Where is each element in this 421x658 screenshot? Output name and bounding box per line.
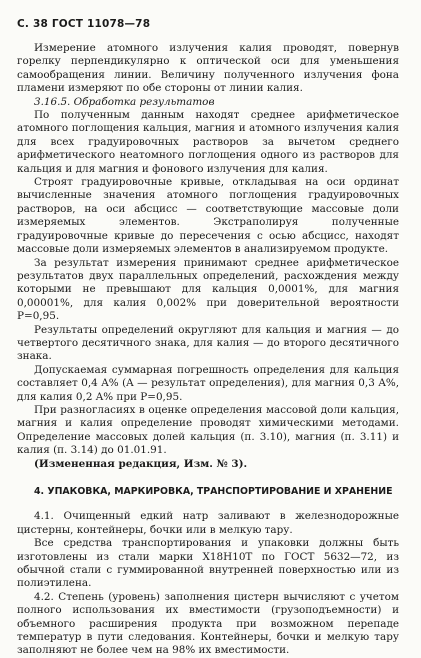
amendment-note: (Измененная редакция, Изм. № 3). bbox=[34, 457, 248, 470]
paragraph: Измерение атомного излучения калия проводят, повернув горелку перпендикулярно к оптической оси для уменьшения самообращения линии. Величину полученного излучения фона пламени измеряют по обе стороны от линии калия. bbox=[17, 42, 399, 95]
document-body bbox=[17, 42, 399, 658]
paragraph: По полученным данным находят среднее арифметическое атомного поглощения кальция, магния и атомного излучения калия для всех градуировочных растворов за вычетом среднего арифметического неатомного поглощения одного из растворов для кальция и для магния и фонового излучения для калия. bbox=[17, 109, 399, 175]
section-heading: 4. УПАКОВКА, МАРКИРОВКА, ТРАНСПОРТИРОВАНИЕ И ХРАНЕНИЕ bbox=[34, 486, 393, 497]
paragraph: 4.1. Очищенный едкий натр заливают в железнодорожные цистерны, контейнеры, бочки или в мелкую тару. bbox=[17, 510, 399, 536]
page-header: С. 38 ГОСТ 11078—78 bbox=[17, 18, 151, 30]
paragraph: 4.2. Степень (уровень) заполнения цистерн вычисляют с учетом полного использования их вместимости (грузоподъемности) и объемного расширения продукта при возможном перепаде температур в пути следования. Контейнеры, бочки и мелкую тару заполняют не более чем на 98% их вместимости. bbox=[17, 590, 399, 657]
subsection-heading: 3.16.5. Обработка результатов bbox=[34, 95, 215, 108]
paragraph: Допускаемая суммарная погрешность определения для кальция составляет 0,4 A% (A — результат определения), для магния 0,3 A%, для калия 0,2 A% при P=0,95. bbox=[17, 363, 399, 403]
paragraph: За результат измерения принимают среднее арифметическое результатов двух параллельных определений, расхождения между которыми не превышают для кальция 0,0001%, для магния 0,00001%, для калия 0,002% при доверительной вероятности P=0,95. bbox=[17, 256, 399, 323]
paragraph: Результаты определений округляют для кальция и магния — до четвертого десятичного знака, для калия — до второго десятичного знака. bbox=[17, 323, 399, 363]
paragraph: Все средства транспортирования и упаковки должны быть изготовлены из стали марки Х18Н10Т по ГОСТ 5632—72, из обычной стали с гуммированной внутренней поверхностью или из полиэтилена. bbox=[17, 537, 399, 590]
paragraph: При разногласиях в оценке определения массовой доли кальция, магния и калия определение проводят химическими методами. Определение массовых долей кальция (п. 3.10), магния (п. 3.11) и калия (п. 3.14) до 01.01.91. bbox=[17, 403, 399, 457]
paragraph: Строят градуировочные кривые, откладывая на оси ординат вычисленные значения атомного поглощения градуировочных растворов, на оси абсцисс — соответствующие массовые доли измеряемых элементов. Экстраполируя полученные градуировочные кривые до пересечения с осью абсцисс, находят массовые доли измеряемых элементов в анализируемом продукте. bbox=[17, 176, 399, 256]
